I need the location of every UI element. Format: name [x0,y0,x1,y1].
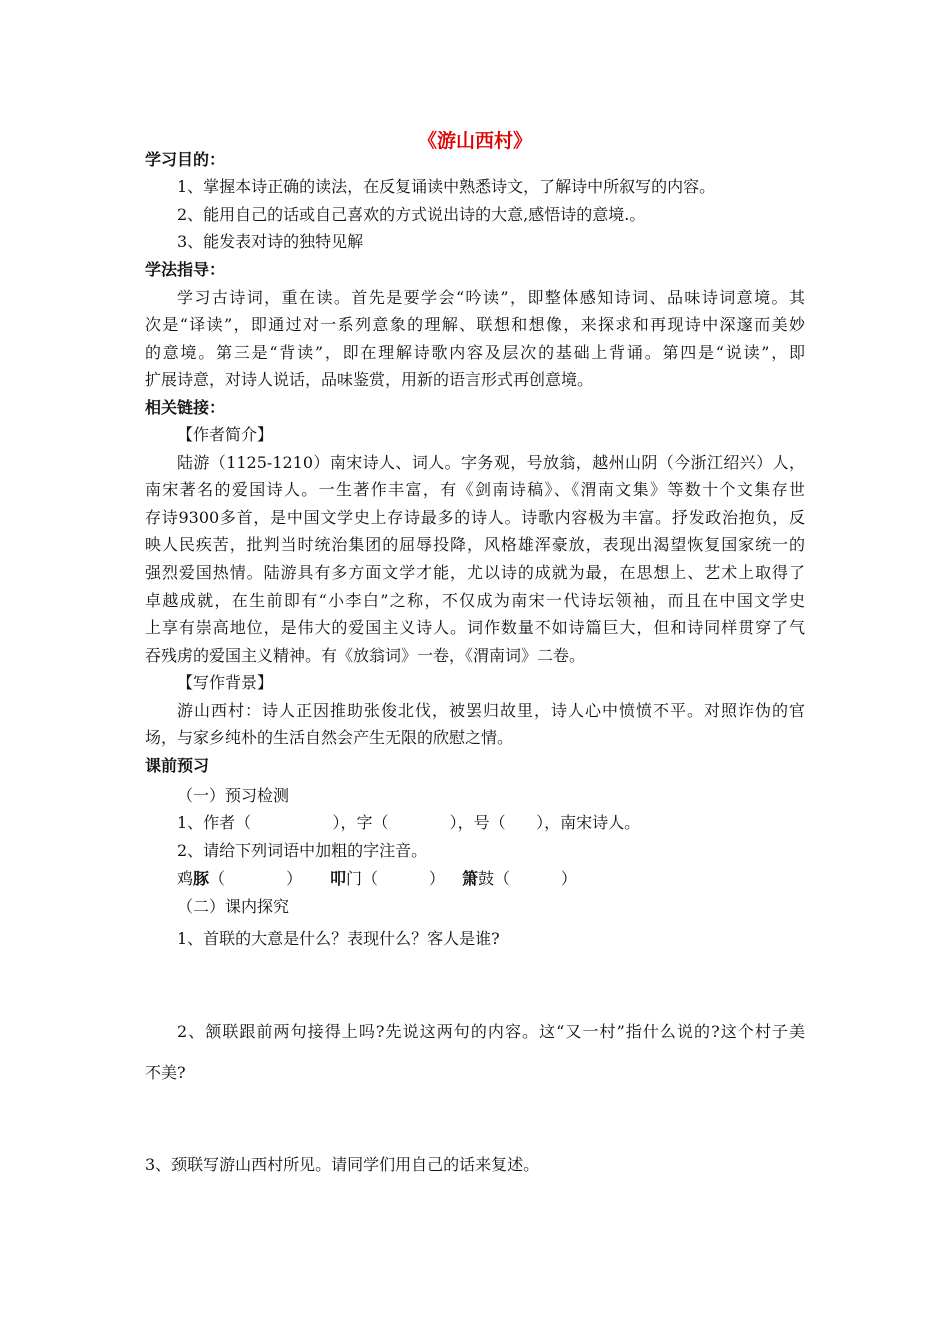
goal-item: 3、能发表对诗的独特见解 [177,232,364,251]
method-heading: 学法指导： [145,260,226,279]
goal-item: 2、能用自己的话或自己喜欢的方式说出诗的大意,感悟诗的意境.。 [177,205,646,224]
word-prefix: 鸡 [177,869,194,888]
pinyin-question: 2、请给下列词语中加粗的字注音。 [177,841,428,860]
goal-item: 1、掌握本诗正确的读法，在反复诵读中熟悉诗文，了解诗中所叙写的内容。 [177,177,716,196]
method-line: 学习古诗词，重在读。首先是要学会“吟读”，即整体感知诗词、品味诗词意境。其 [177,288,805,307]
word-suffix: 门（ ） [346,869,445,888]
word-item [177,869,302,889]
word-bold-char: 叩 [330,869,347,888]
inquiry-label: （二）课内探究 [177,897,290,916]
method-line: 扩展诗意，对诗人说话，品味鉴赏，用新的语言形式再创意境。 [145,370,594,389]
author-line: 卓越成就，在生前即有“小李白”之称，不仅成为南宋一代诗坛领袖，而且在中国文学史 [145,591,805,610]
inquiry-question-2-cont: 不美? [145,1063,186,1082]
background-label: 【写作背景】 [177,673,274,692]
word-item [330,869,445,889]
inquiry-question-1: 1、首联的大意是什么？表现什么？客人是谁? [177,929,500,948]
word-suffix: 鼓（ ） [478,869,577,888]
goals-heading: 学习目的： [145,150,226,169]
word-bold-char: 豚 [193,869,210,888]
preview-heading: 课前预习 [145,756,210,775]
author-line: 存诗9300多首，是中国文学史上存诗最多的诗人。诗歌内容极为丰富。抒发政治抱负，反 [145,508,805,527]
author-line: 映人民疾苦，批判当时统治集团的屈辱投降，风格雄浑豪放，表现出渴望恢复国家统一的 [145,535,805,554]
author-fill-question: 1、作者（ ），字（ ），号（ ），南宋诗人。 [177,813,641,832]
word-suffix: （ ） [209,869,303,888]
method-line: 的意境。第三是“背读”，即在理解诗歌内容及层次的基础上背诵。第四是“说读”，即 [145,343,805,362]
author-line: 强烈爱国热情。陆游具有多方面文学才能，尤以诗的成就为最，在思想上、艺术上取得了 [145,563,805,582]
preview-check-label: （一）预习检测 [177,786,290,805]
author-line: 吞残虏的爱国主义精神。有《放翁词》一卷，《渭南词》二卷。 [145,646,586,665]
background-line: 游山西村：诗人正因推助张俊北伐，被罢归故里，诗人心中愤愤不平。对照诈伪的官 [177,701,805,720]
method-line: 次是“译读”，即通过对一系列意象的理解、联想和想像，来探求和再现诗中深邃而美妙 [145,315,805,334]
author-line: 南宋著名的爱国诗人。一生著作丰富，有《剑南诗稿》、《渭南文集》等数十个文集存世 [145,480,805,499]
background-line: 场，与家乡纯朴的生活自然会产生无限的欣慰之情。 [145,728,514,747]
inquiry-question-3: 3、颈联写游山西村所见。请同学们用自己的话来复述。 [145,1155,540,1174]
links-heading: 相关链接： [145,398,226,417]
author-intro-label: 【作者简介】 [177,425,274,444]
inquiry-question-2: 2、颔联跟前两句接得上吗?先说这两句的内容。这“又一村”指什么说的?这个村子美 [177,1022,805,1041]
word-bold-char: 箫 [462,869,479,888]
author-line: 陆游（1125-1210）南宋诗人、词人。字务观，号放翁，越州山阴（今浙江绍兴）人， [177,453,805,472]
word-item [462,869,577,889]
author-line: 上享有崇高地位，是伟大的爱国主义诗人。词作数量不如诗篇巨大，但和诗同样贯穿了气 [145,618,805,637]
document-title: 《游山西村》 [417,130,532,152]
